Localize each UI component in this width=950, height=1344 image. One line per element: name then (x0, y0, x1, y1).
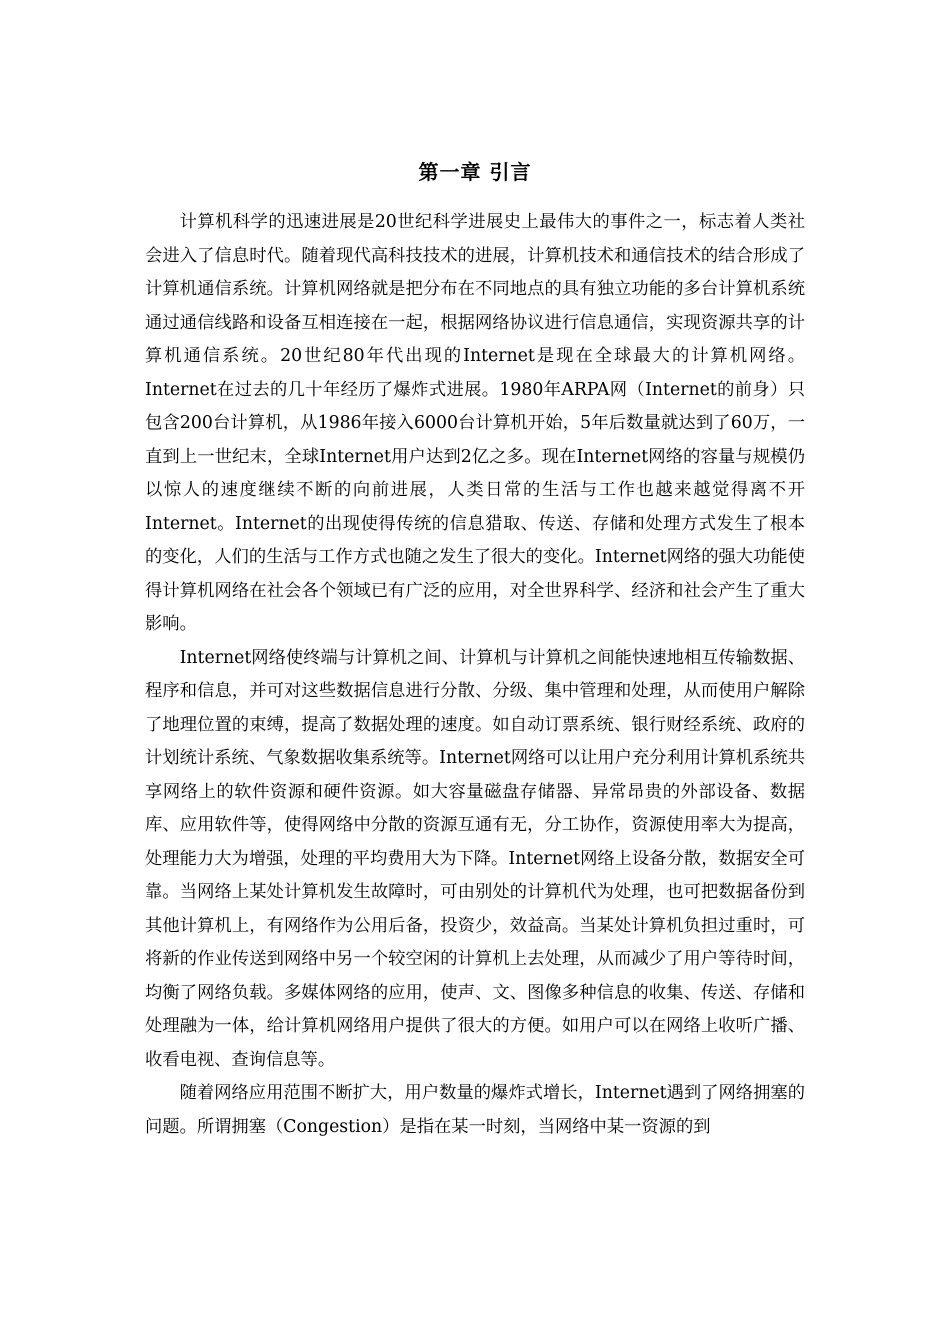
chapter-body (145, 206, 805, 1144)
paragraph-1: 计算机科学的迅速进展是20世纪科学进展史上最伟大的事件之一，标志着人类社会进入了信息时代。随着现代高科技技术的进展，计算机技术和通信技术的结合形成了计算机通信系统。计算机网络就是把分布在不同地点的具有独立功能的多台计算机系统通过通信线路和设备互相连接在一起，根据网络协议进行信息通信，实现资源共享的计算机通信系统。20世纪80年代出现的Internet是现在全球最大的计算机网络。Internet在过去的几十年经历了爆炸式进展。1980年ARPA网（Internet的前身）只包含200台计算机，从1986年接入6000台计算机开始，5年后数量就达到了60万，一直到上一世纪末，全球Internet用户达到2亿之多。现在Internet网络的容量与规模仍以惊人的速度继续不断的向前进展，人类日常的生活与工作也越来越觉得离不开Internet。Internet的出现使得传统的信息猎取、传送、存储和处理方式发生了根本的变化，人们的生活与工作方式也随之发生了很大的变化。Internet网络的强大功能使得计算机网络在社会各个领域已有广泛的应用，对全世界科学、经济和社会产生了重大影响。 (145, 212, 805, 634)
paragraph-3: 随着网络应用范围不断扩大，用户数量的爆炸式增长，Internet遇到了网络拥塞的问题。所谓拥塞（Congestion）是指在某一时刻，当网络中某一资源的到 (145, 1083, 805, 1137)
paragraph-2: Internet网络使终端与计算机之间、计算机与计算机之间能快速地相互传输数据、程序和信息，并可对这些数据信息进行分散、分级、集中管理和处理，从而使用户解除了地理位置的束缚，提高了数据处理的速度。如自动订票系统、银行财经系统、政府的计划统计系统、气象数据收集系统等。Internet网络可以让用户充分利用计算机系统共享网络上的软件资源和硬件资源。如大容量磁盘存储器、异常昂贵的外部设备、数据库、应用软件等，使得网络中分散的资源互通有无，分工协作，资源使用率大为提高，处理能力大为增强，处理的平均费用大为下降。Internet网络上设备分散，数据安全可靠。当网络上某处计算机发生故障时，可由别处的计算机代为处理，也可把数据备份到其他计算机上，有网络作为公用后备，投资少，效益高。当某处计算机负担过重时，可将新的作业传送到网络中另一个较空闲的计算机上去处理，从而减少了用户等待时间，均衡了网络负载。多媒体网络的应用，使声、文、图像多种信息的收集、传送、存储和处理融为一体，给计算机网络用户提供了很大的方便。如用户可以在网络上收听广播、收看电视、查询信息等。 (145, 647, 805, 1070)
chapter-title: 第一章 引言 (418, 160, 532, 185)
